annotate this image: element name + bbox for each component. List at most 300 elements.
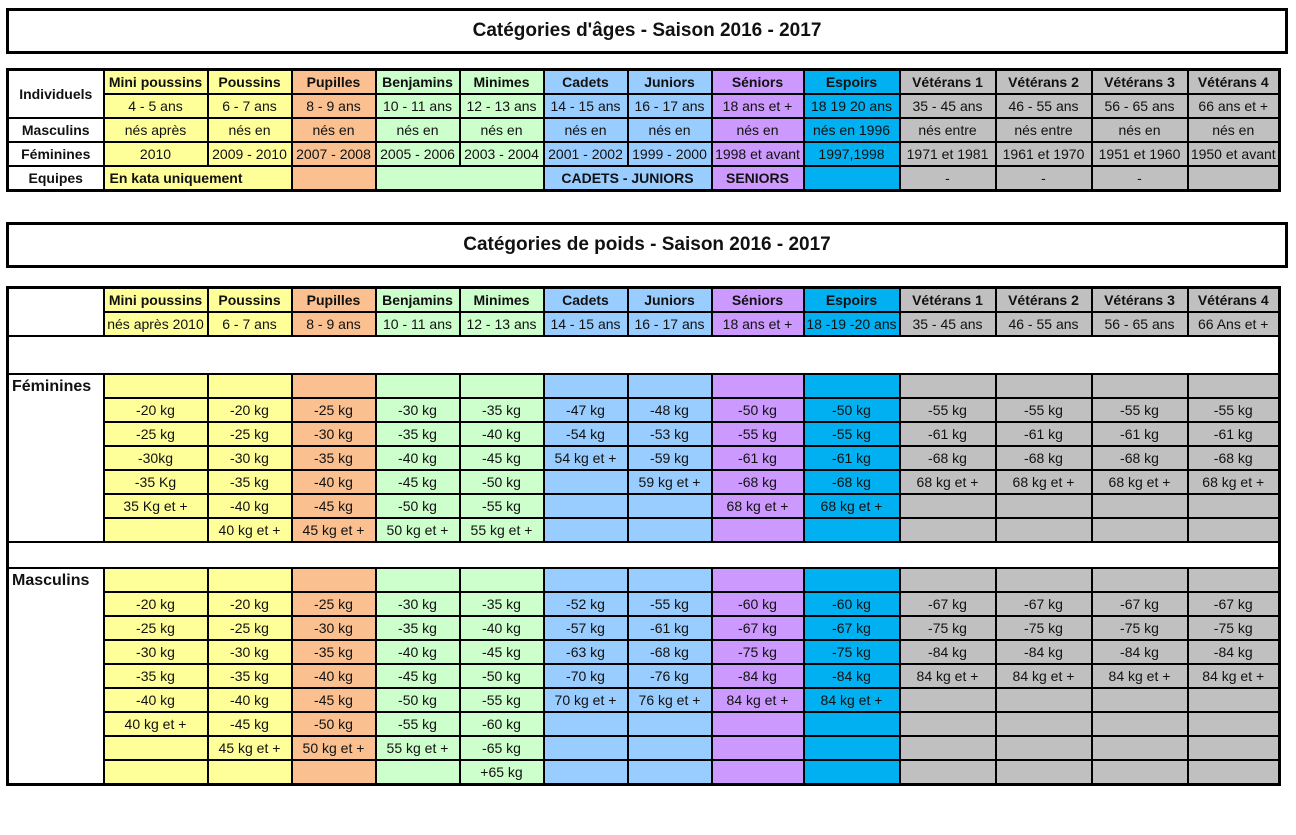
weight-cell: -35 kg	[292, 640, 376, 664]
weight-cell: -55 kg	[1092, 398, 1188, 422]
birth-years: nés en	[208, 118, 292, 142]
weight-cell	[628, 736, 712, 760]
weight-cell	[292, 760, 376, 785]
birth-years: nés en	[1188, 118, 1280, 142]
weight-cell: -40 kg	[292, 470, 376, 494]
weight-cell	[996, 494, 1092, 518]
weight-cell: -45 kg	[208, 712, 292, 736]
age-range: 16 - 17 ans	[628, 312, 712, 336]
weight-cell	[900, 568, 996, 592]
weight-cell	[996, 374, 1092, 398]
age-range: 16 - 17 ans	[628, 94, 712, 118]
masculins-weight-row	[8, 640, 1280, 664]
age-range: 35 - 45 ans	[900, 312, 996, 336]
birth-years: 1961 et 1970	[996, 142, 1092, 166]
weight-cell: -84 kg	[1092, 640, 1188, 664]
age-category-name: Séniors	[712, 70, 804, 95]
birth-years: 2001 - 2002	[544, 142, 628, 166]
weight-cell: -76 kg	[628, 664, 712, 688]
team-cell	[376, 166, 544, 191]
weight-cell	[996, 568, 1092, 592]
weight-cell: -68 kg	[996, 446, 1092, 470]
age-category-name: Juniors	[628, 70, 712, 95]
weight-cell: -20 kg	[208, 592, 292, 616]
weight-cell	[1188, 494, 1280, 518]
age-range: 18 ans et +	[712, 94, 804, 118]
weight-cell	[712, 568, 804, 592]
weight-cell: 54 kg et +	[544, 446, 628, 470]
age-range: 18 ans et +	[712, 312, 804, 336]
weight-cell: -30kg	[104, 446, 208, 470]
weight-cell	[1092, 568, 1188, 592]
birth-years: 2010	[104, 142, 208, 166]
weight-cell: -75 kg	[712, 640, 804, 664]
masculins-weight-row	[8, 616, 1280, 640]
weight-categories-table	[6, 286, 1281, 786]
weight-cell	[544, 470, 628, 494]
row-label-masculins: Masculins	[8, 118, 104, 142]
age-category-name: Vétérans 2	[996, 70, 1092, 95]
weight-cell: -45 kg	[460, 446, 544, 470]
weight-cell: -63 kg	[544, 640, 628, 664]
weight-cell: -48 kg	[628, 398, 712, 422]
age-range: 35 - 45 ans	[900, 94, 996, 118]
spacer-cell	[8, 542, 1280, 568]
birth-years: nés en	[544, 118, 628, 142]
weight-cell: 50 kg et +	[376, 518, 460, 542]
weight-cell	[900, 736, 996, 760]
age-category-name: Vétérans 4	[1188, 70, 1280, 95]
weight-cell: -25 kg	[292, 398, 376, 422]
weight-cell: -65 kg	[460, 736, 544, 760]
weight-cell: -50 kg	[460, 664, 544, 688]
weight-cell: -30 kg	[292, 422, 376, 446]
weight-cell	[996, 712, 1092, 736]
weight-cell: 45 kg et +	[208, 736, 292, 760]
weight-cell: -40 kg	[104, 688, 208, 712]
weight-cell	[628, 568, 712, 592]
age-row-birth-2	[8, 142, 1280, 166]
weight-cell: -40 kg	[208, 688, 292, 712]
weight-category-name: Juniors	[628, 288, 712, 313]
birth-years: nés entre	[996, 118, 1092, 142]
weight-cell: 70 kg et +	[544, 688, 628, 712]
birth-years: 1998 et avant	[712, 142, 804, 166]
weight-cell: -70 kg	[544, 664, 628, 688]
weight-cell: -25 kg	[104, 616, 208, 640]
birth-years: nés en	[292, 118, 376, 142]
weight-cell: -67 kg	[996, 592, 1092, 616]
masculins-weight-row	[8, 568, 1280, 592]
age-row-ages	[8, 94, 1280, 118]
weight-row-names	[8, 288, 1280, 313]
weight-cell: -61 kg	[900, 422, 996, 446]
birth-years: 2005 - 2006	[376, 142, 460, 166]
weight-cell: -75 kg	[996, 616, 1092, 640]
weight-cell: -61 kg	[1188, 422, 1280, 446]
weight-cell: 55 kg et +	[376, 736, 460, 760]
weight-cell: 84 kg et +	[996, 664, 1092, 688]
weight-cell: 50 kg et +	[292, 736, 376, 760]
age-range: 46 - 55 ans	[996, 94, 1092, 118]
ages-title-text: Catégories d'âges - Saison 2016 - 2017	[472, 20, 822, 41]
weight-cell	[376, 374, 460, 398]
age-range: 4 - 5 ans	[104, 94, 208, 118]
weight-cell	[628, 760, 712, 785]
weight-cell: -50 kg	[804, 398, 900, 422]
weight-cell	[208, 568, 292, 592]
weight-cell	[900, 712, 996, 736]
weight-cell	[712, 374, 804, 398]
age-row-birth-1	[8, 118, 1280, 142]
weight-cell	[804, 712, 900, 736]
row-label-feminines: Féminines	[8, 142, 104, 166]
weight-cell: -84 kg	[804, 664, 900, 688]
weight-cell: -68 kg	[1188, 446, 1280, 470]
weight-cell: -54 kg	[544, 422, 628, 446]
weight-category-name: Vétérans 2	[996, 288, 1092, 313]
weight-row-ages	[8, 312, 1280, 336]
weight-cell: -35 kg	[460, 398, 544, 422]
weight-cell: -68 kg	[804, 470, 900, 494]
weight-cell: -20 kg	[104, 592, 208, 616]
team-cell	[1188, 166, 1280, 191]
corner-cell	[8, 288, 104, 337]
weight-cell: 59 kg et +	[628, 470, 712, 494]
weight-cell: -55 kg	[376, 712, 460, 736]
masculins-weight-row	[8, 760, 1280, 785]
weight-cell: -25 kg	[208, 422, 292, 446]
weight-cell: 84 kg et +	[900, 664, 996, 688]
weight-cell	[1092, 374, 1188, 398]
weight-cell: -35 Kg	[104, 470, 208, 494]
weight-cell	[544, 568, 628, 592]
weight-cell: -45 kg	[292, 494, 376, 518]
weight-cell	[712, 760, 804, 785]
weight-cell	[1188, 518, 1280, 542]
weight-cell: -30 kg	[104, 640, 208, 664]
feminines-section-label: Féminines	[8, 374, 104, 542]
age-range: 14 - 15 ans	[544, 94, 628, 118]
weight-cell	[1092, 688, 1188, 712]
weight-cell: 68 kg et +	[996, 470, 1092, 494]
age-category-name: Espoirs	[804, 70, 900, 95]
weight-cell: -55 kg	[900, 398, 996, 422]
weight-cell	[628, 374, 712, 398]
weight-cell: -67 kg	[1188, 592, 1280, 616]
weight-cell: -84 kg	[996, 640, 1092, 664]
weight-cell: -68 kg	[1092, 446, 1188, 470]
weight-cell	[1092, 494, 1188, 518]
weight-category-name: Minimes	[460, 288, 544, 313]
weight-cell	[712, 518, 804, 542]
birth-years: 1997,1998	[804, 142, 900, 166]
weight-cell: -55 kg	[460, 494, 544, 518]
weight-cell: -40 kg	[460, 422, 544, 446]
weight-cell: -50 kg	[376, 494, 460, 518]
weight-cell	[544, 518, 628, 542]
weight-cell: -75 kg	[804, 640, 900, 664]
birth-years: nés après	[104, 118, 208, 142]
weight-cell	[1188, 568, 1280, 592]
weight-cell: -30 kg	[208, 640, 292, 664]
weight-cell	[900, 688, 996, 712]
weight-cell: -61 kg	[712, 446, 804, 470]
weight-cell: 45 kg et +	[292, 518, 376, 542]
weight-cell: -30 kg	[376, 398, 460, 422]
feminines-weight-row	[8, 398, 1280, 422]
birth-years: 1950 et avant	[1188, 142, 1280, 166]
age-row-names	[8, 70, 1280, 95]
age-category-name: Benjamins	[376, 70, 460, 95]
feminines-weight-row	[8, 494, 1280, 518]
weight-cell: -55 kg	[996, 398, 1092, 422]
weight-cell: -67 kg	[900, 592, 996, 616]
weight-category-name: Poussins	[208, 288, 292, 313]
weight-cell: -20 kg	[208, 398, 292, 422]
weight-category-name: Pupilles	[292, 288, 376, 313]
weight-cell: -25 kg	[292, 592, 376, 616]
age-range: 6 - 7 ans	[208, 94, 292, 118]
age-range: 18 19 20 ans	[804, 94, 900, 118]
weight-cell: -75 kg	[1092, 616, 1188, 640]
weight-cell	[1092, 760, 1188, 785]
weight-cell: 40 kg et +	[208, 518, 292, 542]
weight-cell: -61 kg	[996, 422, 1092, 446]
weight-cell: +65 kg	[460, 760, 544, 785]
weight-cell: -60 kg	[804, 592, 900, 616]
weight-cell: -40 kg	[460, 616, 544, 640]
weight-cell: -67 kg	[1092, 592, 1188, 616]
age-range: 10 - 11 ans	[376, 312, 460, 336]
age-range: 10 - 11 ans	[376, 94, 460, 118]
weight-cell: -84 kg	[900, 640, 996, 664]
feminines-weight-row	[8, 446, 1280, 470]
weight-cell: -35 kg	[376, 422, 460, 446]
weight-cell	[544, 736, 628, 760]
birth-years: nés en	[1092, 118, 1188, 142]
ages-title	[6, 8, 1288, 54]
feminines-weight-row	[8, 518, 1280, 542]
age-range: 56 - 65 ans	[1092, 94, 1188, 118]
weight-cell	[104, 374, 208, 398]
row-label-individuals: Individuels	[8, 70, 104, 119]
age-range: nés après 2010	[104, 312, 208, 336]
weight-cell	[900, 374, 996, 398]
weight-category-name: Benjamins	[376, 288, 460, 313]
weight-cell	[712, 712, 804, 736]
weight-cell: -20 kg	[104, 398, 208, 422]
weight-cell	[996, 688, 1092, 712]
weight-cell: -59 kg	[628, 446, 712, 470]
weight-cell	[900, 760, 996, 785]
weight-cell	[1092, 736, 1188, 760]
team-cell	[292, 166, 376, 191]
age-range: 66 ans et +	[1188, 94, 1280, 118]
birth-years: nés en	[712, 118, 804, 142]
birth-years: 2009 - 2010	[208, 142, 292, 166]
weight-cell: -47 kg	[544, 398, 628, 422]
weight-cell	[996, 736, 1092, 760]
age-row-teams	[8, 166, 1280, 191]
weight-cell: -45 kg	[376, 664, 460, 688]
weight-cell	[996, 518, 1092, 542]
weight-cell	[460, 374, 544, 398]
weight-cell: -30 kg	[208, 446, 292, 470]
team-cell: -	[900, 166, 996, 191]
weight-cell: -45 kg	[292, 688, 376, 712]
weight-cell	[1188, 712, 1280, 736]
weight-cell: -25 kg	[208, 616, 292, 640]
birth-years: nés en	[376, 118, 460, 142]
weight-cell: 40 kg et +	[104, 712, 208, 736]
team-cell: -	[996, 166, 1092, 191]
weight-cell: -55 kg	[460, 688, 544, 712]
weight-cell: -75 kg	[900, 616, 996, 640]
team-cell: CADETS - JUNIORS	[544, 166, 712, 191]
weight-cell: -55 kg	[1188, 398, 1280, 422]
weight-cell	[1188, 736, 1280, 760]
weight-category-name: Vétérans 3	[1092, 288, 1188, 313]
age-range: 12 - 13 ans	[460, 312, 544, 336]
age-range: 56 - 65 ans	[1092, 312, 1188, 336]
weight-cell: -84 kg	[1188, 640, 1280, 664]
birth-years: 1971 et 1981	[900, 142, 996, 166]
weight-cell	[104, 568, 208, 592]
masculins-weight-row	[8, 688, 1280, 712]
weight-cell	[292, 374, 376, 398]
weight-cell: -40 kg	[376, 640, 460, 664]
feminines-weight-row	[8, 422, 1280, 446]
weight-cell	[460, 568, 544, 592]
age-range: 46 - 55 ans	[996, 312, 1092, 336]
masculins-weight-row	[8, 592, 1280, 616]
weight-cell: -40 kg	[292, 664, 376, 688]
weight-cell	[900, 494, 996, 518]
weight-cell	[544, 374, 628, 398]
weight-cell	[804, 518, 900, 542]
birth-years: nés en 1996	[804, 118, 900, 142]
weight-category-name: Vétérans 1	[900, 288, 996, 313]
row-label-equipes: Equipes	[8, 166, 104, 191]
weight-cell	[1188, 760, 1280, 785]
weight-cell: -35 kg	[208, 664, 292, 688]
weight-cell: -61 kg	[804, 446, 900, 470]
weight-cell: -57 kg	[544, 616, 628, 640]
age-range: 14 - 15 ans	[544, 312, 628, 336]
weight-cell	[292, 568, 376, 592]
weight-cell: 68 kg et +	[900, 470, 996, 494]
weight-cell: -75 kg	[1188, 616, 1280, 640]
team-cell: SENIORS	[712, 166, 804, 191]
weight-cell	[376, 568, 460, 592]
weight-cell: 68 kg et +	[1092, 470, 1188, 494]
weights-title-text: Catégories de poids - Saison 2016 - 2017	[463, 234, 831, 255]
weight-cell	[804, 736, 900, 760]
birth-years: nés en	[460, 118, 544, 142]
weight-cell: 68 kg et +	[1188, 470, 1280, 494]
weight-cell	[544, 760, 628, 785]
weight-cell	[376, 760, 460, 785]
weight-cell: -35 kg	[104, 664, 208, 688]
masculins-section-label: Masculins	[8, 568, 104, 785]
weight-cell: 35 Kg et +	[104, 494, 208, 518]
age-category-name: Pupilles	[292, 70, 376, 95]
masculins-weight-row	[8, 664, 1280, 688]
weight-cell	[628, 712, 712, 736]
weight-category-name: Séniors	[712, 288, 804, 313]
weight-cell	[1092, 712, 1188, 736]
weight-cell: -50 kg	[376, 688, 460, 712]
age-category-name: Poussins	[208, 70, 292, 95]
weight-cell: 68 kg et +	[712, 494, 804, 518]
team-cell: En kata uniquement	[104, 166, 292, 191]
weight-cell	[804, 760, 900, 785]
weight-category-name: Espoirs	[804, 288, 900, 313]
age-category-name: Vétérans 3	[1092, 70, 1188, 95]
age-range: 18 -19 -20 ans	[804, 312, 900, 336]
masculins-weight-row	[8, 736, 1280, 760]
weight-cell: 84 kg et +	[1188, 664, 1280, 688]
weight-cell	[712, 736, 804, 760]
weight-cell: 55 kg et +	[460, 518, 544, 542]
weight-cell: 68 kg et +	[804, 494, 900, 518]
weight-cell	[208, 374, 292, 398]
weight-cell: -35 kg	[292, 446, 376, 470]
team-cell	[804, 166, 900, 191]
weight-cell: -35 kg	[460, 592, 544, 616]
weight-cell: -55 kg	[804, 422, 900, 446]
age-category-name: Minimes	[460, 70, 544, 95]
birth-years: 2007 - 2008	[292, 142, 376, 166]
age-range: 12 - 13 ans	[460, 94, 544, 118]
feminines-weight-row	[8, 470, 1280, 494]
age-range: 6 - 7 ans	[208, 312, 292, 336]
birth-years: 1999 - 2000	[628, 142, 712, 166]
weight-cell: -35 kg	[208, 470, 292, 494]
feminines-weight-row	[8, 374, 1280, 398]
weight-cell: -45 kg	[376, 470, 460, 494]
weight-cell: -30 kg	[376, 592, 460, 616]
weight-cell: -55 kg	[628, 592, 712, 616]
weight-cell	[804, 568, 900, 592]
weight-cell: -52 kg	[544, 592, 628, 616]
weight-cell: -84 kg	[712, 664, 804, 688]
weight-cell: -67 kg	[712, 616, 804, 640]
weight-cell	[544, 494, 628, 518]
age-categories-table	[6, 68, 1281, 192]
weights-title	[6, 222, 1288, 268]
masculins-weight-row	[8, 712, 1280, 736]
weight-cell	[628, 494, 712, 518]
weight-cell	[104, 736, 208, 760]
weight-cell: -50 kg	[712, 398, 804, 422]
weight-cell	[804, 374, 900, 398]
weight-cell: 76 kg et +	[628, 688, 712, 712]
weight-cell: 84 kg et +	[804, 688, 900, 712]
weight-cell: -53 kg	[628, 422, 712, 446]
age-category-name: Cadets	[544, 70, 628, 95]
weight-cell: -45 kg	[460, 640, 544, 664]
birth-years: 1951 et 1960	[1092, 142, 1188, 166]
weight-category-name: Mini poussins	[104, 288, 208, 313]
birth-years: 2003 - 2004	[460, 142, 544, 166]
weight-cell	[1188, 688, 1280, 712]
weight-category-name: Vétérans 4	[1188, 288, 1280, 313]
weight-cell	[996, 760, 1092, 785]
weight-cell: -25 kg	[104, 422, 208, 446]
weight-cell: -61 kg	[1092, 422, 1188, 446]
